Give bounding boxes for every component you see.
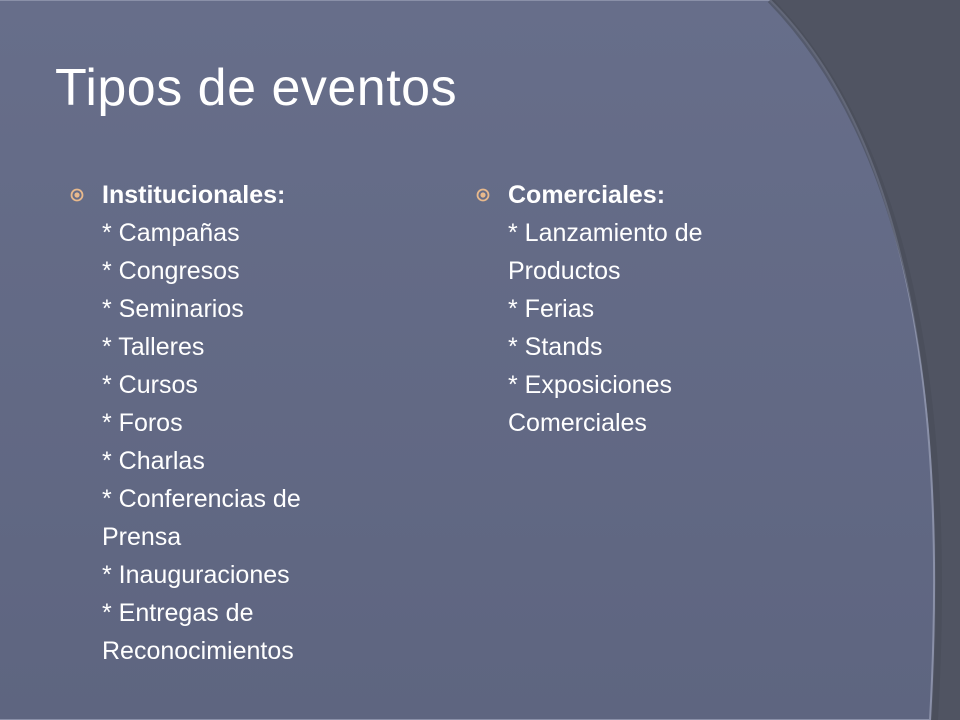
list-item: * Seminarios (102, 295, 244, 323)
list-item: Prensa (102, 523, 182, 551)
list-item: * Charlas (102, 447, 205, 475)
column-institucionales (70, 176, 390, 670)
list-item: * Stands (508, 333, 603, 361)
list-item: * Exposiciones (508, 371, 672, 399)
list-item: Comerciales (508, 409, 647, 437)
list-item: * Talleres (102, 333, 205, 361)
list-item: * Campañas (102, 219, 240, 247)
column-comerciales (476, 176, 776, 442)
ring-bullet-icon (70, 188, 84, 202)
slide-title: Tipos de eventos (55, 59, 458, 117)
column-content (508, 176, 776, 442)
column-heading: Institucionales: (102, 181, 286, 209)
column-heading: Comerciales: (508, 181, 666, 209)
list-item: * Inauguraciones (102, 561, 290, 589)
column-content (102, 176, 390, 670)
list-item: * Ferias (508, 295, 595, 323)
list-item: * Congresos (102, 257, 240, 285)
list-item: * Foros (102, 409, 183, 437)
list-item: * Lanzamiento de (508, 219, 703, 247)
list-item: * Entregas de (102, 599, 254, 627)
list-item: Reconocimientos (102, 637, 294, 665)
list-item: * Cursos (102, 371, 198, 399)
ring-bullet-icon (476, 188, 490, 202)
list-item: Productos (508, 257, 621, 285)
list-item: * Conferencias de (102, 485, 301, 513)
